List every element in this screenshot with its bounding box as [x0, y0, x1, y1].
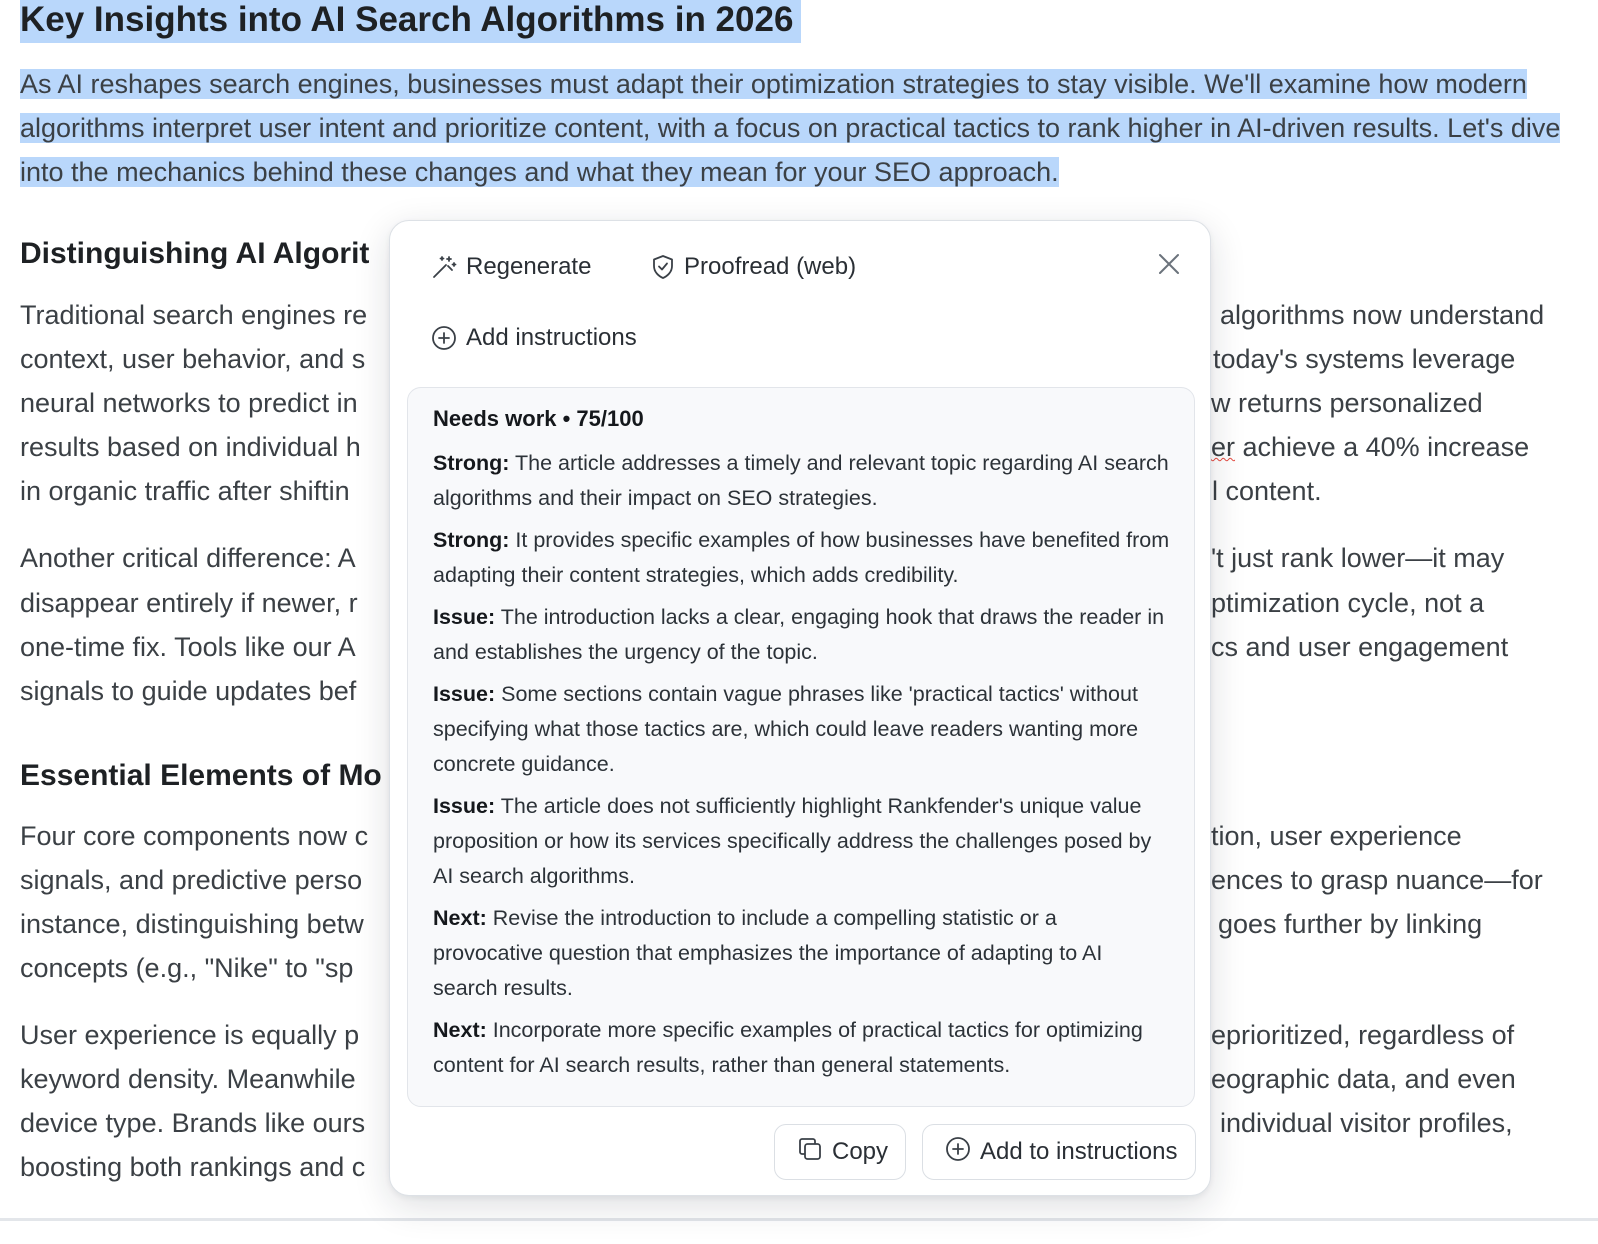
feedback-item	[433, 789, 1170, 894]
feedback-text: The article does not sufficiently highlight Rankfender's unique value proposition or how its services specifically address the challenges posed by AI search algorithms.	[433, 794, 1152, 888]
para4-line: device type. Brands like ours	[20, 1108, 366, 1138]
feedback-tag: Issue:	[433, 605, 496, 629]
para4-line: keyword density. Meanwhile	[20, 1064, 356, 1094]
feedback-tag: Next:	[433, 906, 487, 930]
add-instructions-label: Add instructions	[466, 324, 637, 351]
para4-line-right: eographic data, and even	[1211, 1064, 1516, 1094]
para3-line-right: ences to grasp nuance—for	[1211, 865, 1543, 895]
score-label: Needs work • 75/100	[433, 406, 644, 431]
feedback-tag: Next:	[433, 1018, 487, 1042]
feedback-text: The article addresses a timely and relevant topic regarding AI search algorithms and their impact on SEO strategies.	[433, 451, 1169, 510]
feedback-text: It provides specific examples of how businesses have benefited from adapting their content strategies, which adds credibility.	[433, 528, 1170, 587]
feedback-list	[433, 446, 1170, 1083]
feedback-item	[433, 677, 1170, 782]
para1-line-right: algorithms now understand	[1220, 300, 1545, 330]
copy-button[interactable]	[774, 1124, 906, 1180]
feedback-item	[433, 600, 1170, 670]
proofread-web-button[interactable]	[651, 253, 856, 281]
feedback-text: Incorporate more specific examples of practical tactics for optimizing content for AI search results, rather than general statements.	[433, 1018, 1143, 1077]
para3-line: signals, and predictive perso	[20, 865, 363, 895]
feedback-text: The introduction lacks a clear, engaging hook that draws the reader in and establishes the urgency of the topic.	[433, 605, 1165, 664]
article-title: Key Insights into AI Search Algorithms in 2026	[20, 0, 801, 40]
editor-bottom-border	[0, 1218, 1598, 1221]
proofread-popup	[389, 220, 1211, 1196]
feedback-tag: Issue:	[433, 682, 496, 706]
feedback-text: Revise the introduction to include a compelling statistic or a provocative question that emphasizes the importance of adapting to AI search results.	[433, 906, 1103, 1000]
feedback-item	[433, 901, 1170, 1006]
para3-line: concepts (e.g., "Nike" to "sp	[20, 953, 354, 983]
add-instructions-button[interactable]	[431, 324, 637, 352]
plus-circle-icon	[945, 1136, 971, 1169]
feedback-tag: Strong:	[433, 528, 510, 552]
section-heading-1: Distinguishing AI Algorit	[20, 237, 370, 270]
para1-line-right: today's systems leverage	[1213, 344, 1516, 374]
para2-line: disappear entirely if newer, r	[20, 588, 358, 618]
proofread-web-label: Proofread (web)	[684, 253, 857, 280]
para1-line: context, user behavior, and s	[20, 344, 366, 374]
add-to-instructions-label: Add to instructions	[980, 1138, 1178, 1165]
shield-check-icon	[651, 254, 675, 280]
feedback-item	[433, 446, 1170, 516]
para4-line: User experience is equally p	[20, 1020, 360, 1050]
para3-line: Four core components now c	[20, 821, 369, 851]
feedback-panel	[407, 387, 1195, 1107]
para1-line: neural networks to predict in	[20, 388, 358, 418]
para3-line-right: tion, user experience	[1211, 821, 1462, 851]
para1-line: Traditional search engines re	[20, 300, 368, 330]
regenerate-label: Regenerate	[466, 253, 592, 280]
para4-line-right: individual visitor profiles,	[1220, 1108, 1513, 1138]
para2-line: one-time fix. Tools like our A	[20, 632, 356, 662]
para2-line: signals to guide updates bef	[20, 676, 357, 706]
para1-line-right: w returns personalized	[1211, 388, 1483, 418]
feedback-item	[433, 1013, 1170, 1083]
para1-line: results based on individual h	[20, 432, 361, 462]
feedback-tag: Issue:	[433, 794, 496, 818]
feedback-text: Some sections contain vague phrases like 'practical tactics' without specifying what those tactics are, which could leave readers wanting more concrete guidance.	[433, 682, 1139, 776]
para1-line: in organic traffic after shiftin	[20, 476, 350, 506]
feedback-item	[433, 523, 1170, 593]
para2-line-right: ptimization cycle, not a	[1211, 588, 1485, 618]
plus-circle-icon	[431, 325, 457, 351]
para1-line-right: l content.	[1212, 476, 1322, 506]
close-icon[interactable]	[1156, 251, 1182, 277]
para2-line-right: 't just rank lower—it may	[1211, 543, 1505, 573]
section-heading-2: Essential Elements of Mo	[20, 759, 382, 792]
spellcheck-underline: er	[1211, 432, 1236, 462]
para3-line-right: goes further by linking	[1218, 909, 1483, 939]
copy-icon	[797, 1136, 823, 1169]
para1-line-right: er achieve a 40% increase	[1211, 432, 1530, 462]
add-to-instructions-button[interactable]	[922, 1124, 1196, 1180]
para3-line: instance, distinguishing betw	[20, 909, 364, 939]
para2-line: Another critical difference: A	[20, 543, 356, 573]
feedback-tag: Strong:	[433, 451, 510, 475]
para4-line-right: eprioritized, regardless of	[1211, 1020, 1515, 1050]
intro-paragraph: As AI reshapes search engines, businesses must adapt their optimization strategies to stay visible. We'll examine how modern algorithms interpret user intent and prioritize content, with a focus on practical tactics to rank higher in AI-driven results. Let's dive into the mechanics behind these changes and what they mean for your SEO approach.	[20, 69, 1561, 187]
wand-icon	[431, 254, 457, 280]
copy-label: Copy	[832, 1138, 889, 1165]
para2-line-right: cs and user engagement	[1211, 632, 1509, 662]
regenerate-button[interactable]	[431, 253, 591, 281]
para4-line: boosting both rankings and c	[20, 1152, 366, 1182]
